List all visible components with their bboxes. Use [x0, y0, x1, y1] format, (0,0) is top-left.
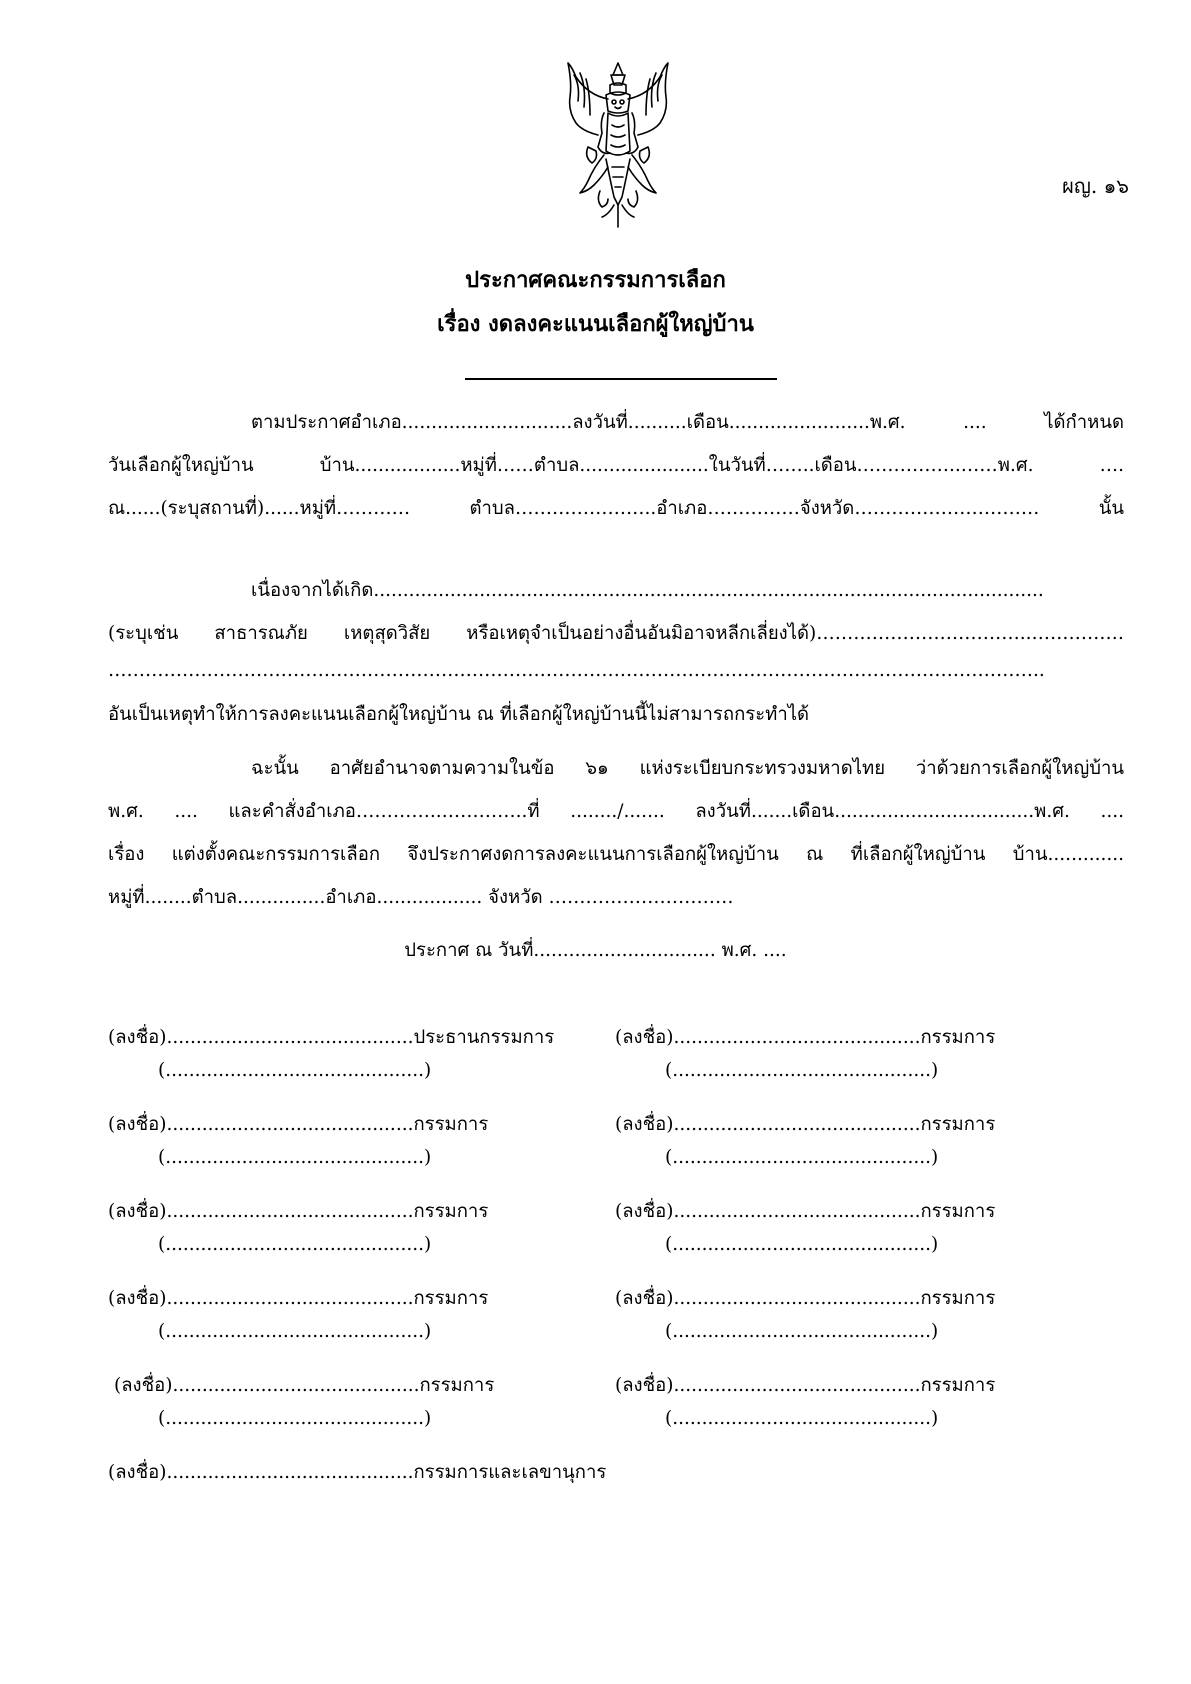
signature-line: (ลงชื่อ)..........................................กรรมการ [615, 1114, 996, 1135]
document-title: ประกาศคณะกรรมการเลือก [465, 267, 726, 293]
signature-line: (ลงชื่อ)..........................................กรรมการ [615, 1027, 996, 1048]
signature-line: (ลงชื่อ)..........................................กรรมการ [108, 1201, 489, 1222]
name-line: (............................................) [158, 1147, 432, 1168]
proclamation-date-line: ประกาศ ณ วันที่............................... พ.ศ. .... [404, 940, 787, 961]
paragraph-line: พ.ศ. .... และคำสั่งอำเภอ…………..…………..ที่ ......../....... ลงวันที่.......เดือน..................................พ.ศ. .... [108, 801, 1124, 822]
paragraph-line: วันเลือกผู้ใหญ่บ้าน บ้าน..................หมู่ที่……ตำบล......................ในวันที่……..เดือน……………..……พ.ศ. …. [108, 455, 1124, 476]
signature-line: (ลงชื่อ)..........................................กรรมการ [108, 1114, 489, 1135]
name-line: (............................................) [158, 1408, 432, 1429]
name-line: (............................................) [158, 1060, 432, 1081]
form-code: ผญ. ๑๖ [1062, 174, 1129, 198]
document-subject: เรื่อง งดลงคะแนนเลือกผู้ใหญ่บ้าน [437, 311, 754, 337]
signature-line: (ลงชื่อ)..........................................กรรมการ [615, 1201, 996, 1222]
name-line: (............................................) [665, 1147, 939, 1168]
garuda-emblem-icon [558, 55, 678, 235]
name-line: (............................................) [665, 1234, 939, 1255]
name-line: (............................................) [665, 1060, 939, 1081]
paragraph-line: เรื่อง แต่งตั้งคณะกรรมการเลือก จึงประกาศงดการลงคะแนนการเลือกผู้ใหญ่บ้าน ณ ที่เลือกผู้ใหญ่บ้าน บ้าน............. [108, 844, 1124, 865]
paragraph-line: ฉะนั้น อาศัยอำนาจตามความในข้อ ๖๑ แห่งระเบียบกระทรวงมหาดไทย ว่าด้วยการเลือกผู้ใหญ่บ้าน [251, 758, 1124, 779]
signature-line: (ลงชื่อ)..........................................กรรมการ [114, 1375, 495, 1396]
name-line: (............................................) [158, 1234, 432, 1255]
signature-line: (ลงชื่อ)..........................................กรรมการ [108, 1288, 489, 1309]
secretary-signature-line: (ลงชื่อ)..........................................กรรมการและเลขานุการ [108, 1462, 607, 1483]
signature-line: (ลงชื่อ)..........................................ประธานกรรมการ [108, 1027, 555, 1048]
paragraph-line: (ระบุเช่น สาธารณภัย เหตุสุดวิสัย หรือเหตุจำเป็นอย่างอื่นอันมิอาจหลีกเลี่ยงได้)……………………………..…………… [108, 623, 1124, 644]
title-divider [465, 378, 777, 380]
paragraph-line: อันเป็นเหตุทำให้การลงคะแนนเลือกผู้ใหญ่บ้าน ณ ที่เลือกผู้ใหญ่บ้านนี้ไม่สามารถกระทำได้ [108, 704, 810, 725]
signature-line: (ลงชื่อ)..........................................กรรมการ [615, 1288, 996, 1309]
signature-line: (ลงชื่อ)..........................................กรรมการ [615, 1375, 996, 1396]
name-line: (............................................) [665, 1408, 939, 1429]
paragraph-line: …………………………………………………………………………………………………………………………………….. [108, 660, 1045, 681]
name-line: (............................................) [665, 1321, 939, 1342]
paragraph-line: ณ......(ระบุสถานที่)......หมู่ที่………… ตำบล…………………..อำเภอ……………จังหวัด………………………… นั้น [108, 498, 1124, 519]
paragraph-line: หมู่ที่........ตำบล...............อำเภอ.................. จังหวัด ………………………… [108, 887, 734, 908]
paragraph-line: ตามประกาศอำเภอ.............................ลงวันที่..........เดือน........................พ.ศ. .... ได้กำหนด [251, 412, 1124, 433]
paragraph-line: เนื่องจากได้เกิด.................................................................................................................. [251, 580, 1044, 601]
name-line: (............................................) [158, 1321, 432, 1342]
